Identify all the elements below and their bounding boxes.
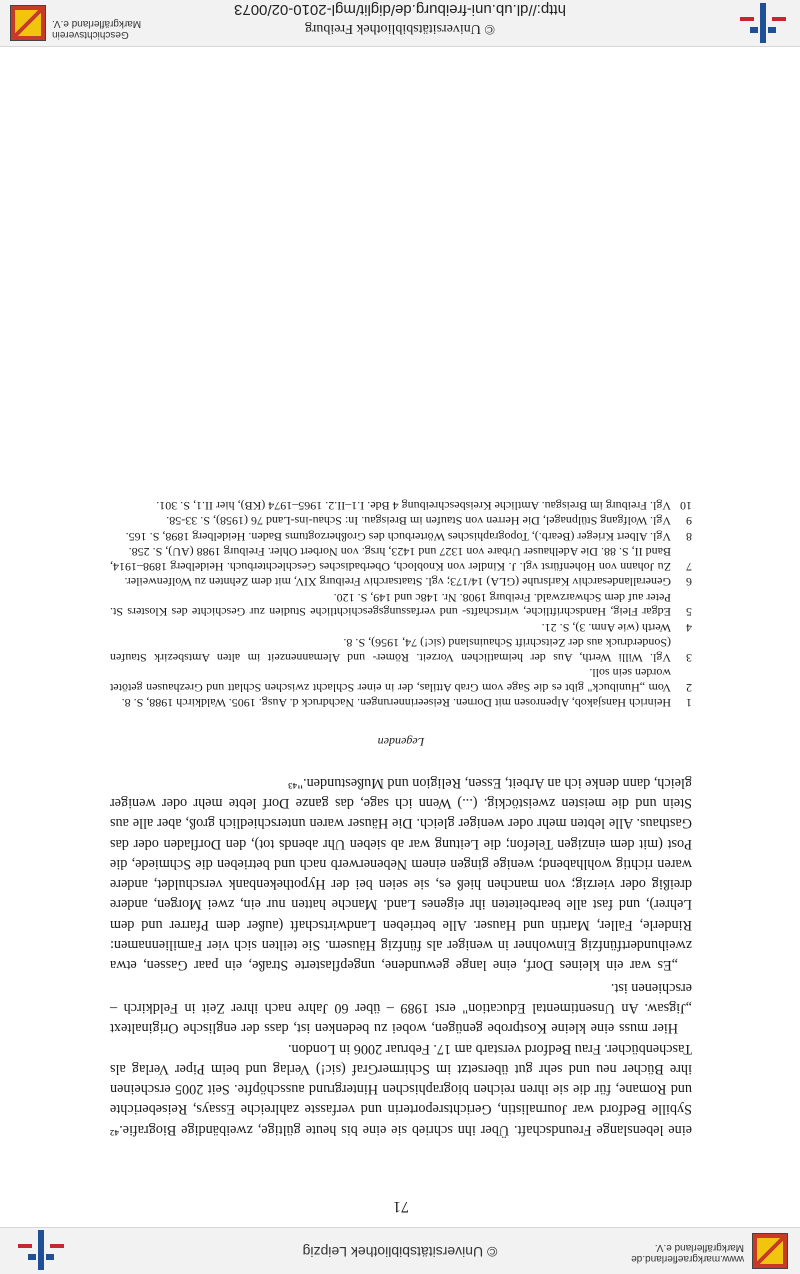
footnote: 6 Generallandesarchiv Karlsruhe (GLA) 14/173; vgl. Staatsarchiv Freiburg XIV, mit dem Zehnten zu Wolfenweiler. [124, 575, 692, 590]
footnote: 9 Vgl. Wolfgang Stülpnagel, Die Herren von Staufen im Breisgau. In: Schau-ins-Land 76 (1958), S. 33-58. [166, 514, 692, 529]
top-copyright: © Universitätsbibliothek Leipzig [302, 1244, 498, 1260]
quote-paragraph: „Es war ein kleines Dorf, eine lange gewundene, ungepflasterte Straße, ein paar Gassen, etwa zweihundertfünfzig Einwohner in weniger als fünfzig Häusern. Sie teilten sich vier Familiennamen: Rinderle, Faller, Martin und Hauser. Alle betrieben Landwirtschaft (außer dem Pfarrer und dem Lehrer), und fast alle bearbeiteten ihr eigenes Land. Manche hatten nur ein, zwei Morgen, andere dreißig oder vierzig; von manchen hieß es, sie seien bei der Hypothekenbank verschuldet, andere waren richtig wohlhabend; wenige gingen einem Nebenerwerb nach und betrieben die Schmiede, die Post (mit dem einzigen Telefon; die Leitung war ab sieben Uhr abends tot), den Dorfladen oder das Gasthaus. Alle lebten mehr oder weniger gleich. Die Häuser waren unterschiedlich groß, aber alle aus Stein und die meisten zweistöckig. (...) Wenn ich sage, das ganze Dorf lebte mehr oder weniger gleich, dann denke ich an Arbeit, Essen, Religion und Mußestunden."⁴³ [110, 774, 692, 974]
paragraph: Hier muss eine kleine Kostprobe genügen, wobei zu bedenken ist, dass der englische Originaltext „Jigsaw. An Unsentimental Education" erst 1989 – über 60 Jahre nach ihrer Zeit in Feldkirch – erschienen ist. [110, 979, 692, 1037]
footnote-list [110, 498, 692, 710]
body-text [110, 772, 692, 1139]
left-logo-url: www.markgraeflerland.de [631, 1253, 744, 1264]
footnote: 4 Werth (wie Anm. 3), S. 21. [541, 620, 692, 635]
permalink[interactable]: http://dl.ub.uni-freiburg.de/diglit/mgl-2010-02/0073 [234, 1, 566, 18]
viewer-bottom-bar [0, 0, 800, 47]
university-library-logo-icon [14, 1230, 68, 1270]
footnote: 1 Heinrich Hansjakob, Alpenrosen mit Dornen. Reiseerinnerungen. Nachdruck d. Ausg. 1905. Waldkirch 1988, S. 8. [121, 696, 692, 711]
footnote: 3 Vgl. Willi Werth, Aus der heimatlichen Vorzeit. Römer- und Alemannenzeit im alten Amtsbezirk Staufen (Sonderdruck aus der Zeitschrift Schauinsland (sic!) 74, 1956), S. 8. [110, 636, 692, 665]
footnote: 2 Vom „Hunibuck" gibt es die Sage vom Grab Attilas, der in einer Schlacht zwischen Schlatt und Grezhausen getötet worden sein soll. [110, 666, 692, 695]
footnote: 10 Vgl. Freiburg im Breisgau. Amtliche Kreisbeschreibung 4 Bde. I.1–II.2. 1965–1974 (KB), hier II.1, S. 301. [156, 498, 692, 513]
footnote: 5 Edgar Fleig, Handschriftliche, wirtschafts- und verfassungsgeschichtliche Studien zur Geschichte des Klosters St. Peter auf dem Schwarzwald. Freiburg 1908. Nr. 148c und 149, S. 120. [110, 590, 692, 620]
legend-heading: Legenden [377, 735, 425, 750]
page-content [110, 497, 692, 1216]
page-number: 71 [393, 1198, 409, 1215]
footnote: 7 Zu Johann von Hohenfürst vgl. J. Kindler von Knobloch, Oberbadisches Geschlechterbuch. Heidelberg 1898–1914, Band II, S. 88. Die Adelhauser Urbare von 1327 und 1423, hrsg. von Norbert Ohler. Freiburg 1988 (AU), S. 258. [110, 545, 692, 574]
viewer-top-bar [0, 1227, 800, 1274]
bottom-copyright: © Universitätsbibliothek Freiburg [304, 21, 496, 36]
footnote: 8 Vgl. Albert Krieger (Bearb.), Topographisches Wörterbuch des Großherzogtums Baden. Heidelberg 1898, S. 165. [125, 529, 692, 544]
association-crest-icon [10, 5, 46, 41]
left-logo-text: Markgräflerland e.V. [654, 1242, 744, 1253]
association-name-line2: Markgräflerland e.V. [52, 18, 142, 29]
paragraph: eine lebenslange Freundschaft. Über ihn schrieb sie eine bis heute gültige, zweibändige Biografie.⁴² Sybille Bedford war Journalistin, Gerichtsreporterin und verfasste zahlreiche Essays, Reiseberichte und Romane, für die sie ihren reichen biographischen Hintergrund ausschöpfte. Seit 2005 erscheinen ihre Bücher neu und sehr gut übersetzt im SchirmerGraf (sic!) Verlag und beim Piper Verlag als Taschenbücher. Frau Bedford verstarb am 17. Februar 2006 in London. [110, 1040, 692, 1138]
association-name-line1: Geschichtsverein [52, 29, 129, 40]
